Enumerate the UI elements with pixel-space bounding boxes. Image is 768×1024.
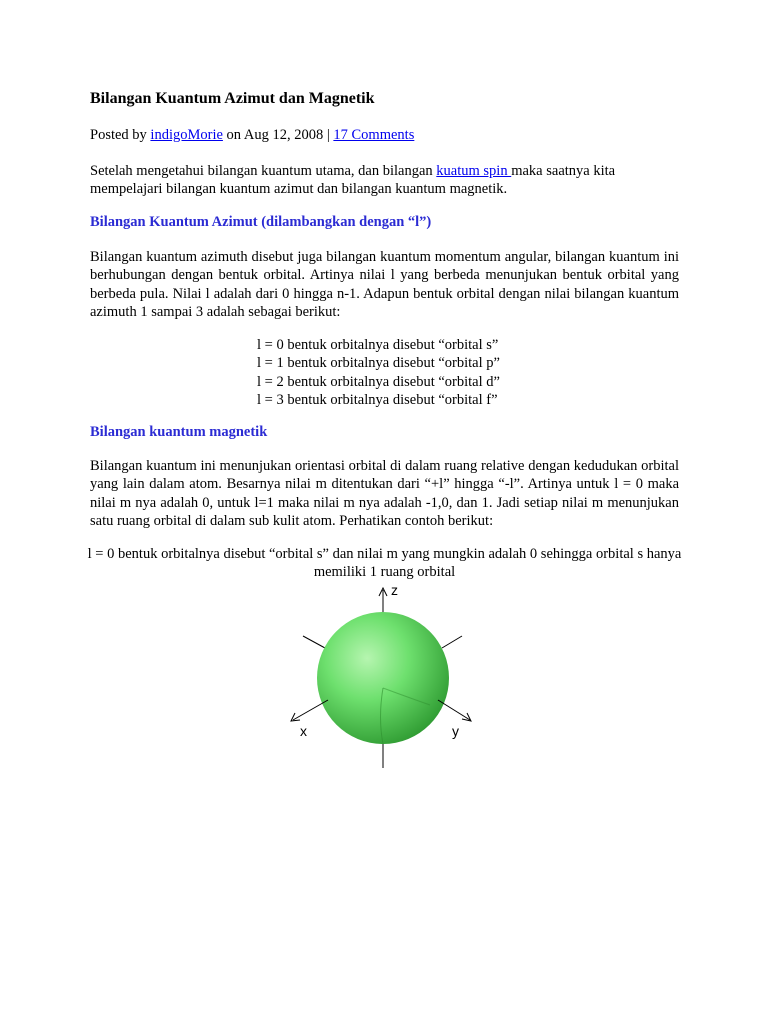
list-item: l = 2 bentuk orbitalnya disebut “orbital d” (257, 373, 500, 390)
author-link[interactable]: indigoMorie (150, 127, 223, 143)
list-item: l = 0 bentuk orbitalnya disebut “orbital s” (257, 337, 499, 353)
post-date: on Aug 12, 2008 | (222, 127, 334, 143)
diagonal-axis-upper-left (303, 636, 325, 648)
intro-text-before: Setelah mengetahui bilangan kuantum utama, dan bilangan (90, 163, 437, 179)
article-title: Bilangan Kuantum Azimut dan Magnetik (90, 90, 375, 107)
intro-text-after: maka saatnya kita mempelajari bilangan kuantum azimut dan bilangan kuantum magnetik. (90, 163, 616, 197)
list-item: l = 3 bentuk orbitalnya disebut “orbital f” (257, 391, 498, 408)
magnetik-paragraph: Bilangan kuantum ini menunjukan orientasi orbital di dalam ruang relative dengan kedudukan orbital yang lain dalam atom. Besarnya nilai m ditentukan dari “+l” hingga “-l”. Artinya untuk l = 0 maka nilai m nya adalah 0, untuk l=1 maka nilai m nya adalah -1,0, dan 1. Jadi setiap nilai m menunjukan satu ruang orbital di dalam sub kulit atom. Perhatikan contoh berikut: (90, 458, 679, 529)
post-byline (90, 127, 414, 144)
section-heading-magnetik: Bilangan kuantum magnetik (90, 424, 268, 440)
list-item: l = 1 bentuk orbitalnya disebut “orbital p” (257, 355, 500, 372)
figure-caption: l = 0 bentuk orbitalnya disebut “orbital s” dan nilai m yang mungkin adalah 0 sehingga orbital s hanya memiliki 1 ruang orbital (87, 546, 682, 581)
byline-prefix: Posted by (90, 127, 151, 143)
orbital-shape-list (257, 336, 500, 409)
section-heading-azimut: Bilangan Kuantum Azimut (dilambangkan dengan “l”) (90, 214, 432, 230)
azimut-paragraph: Bilangan kuantum azimuth disebut juga bilangan kuantum momentum angular, bilangan kuantum ini berhubungan dengan bentuk orbital. Artinya nilai l yang berbeda menunjukan bentuk orbital yang berbeda pula. Nilai l adalah dari 0 hingga n-1. Adapun bentuk orbital dengan nilai bilangan kuantum azimuth 1 sampai 3 adalah sebagai berikut: (90, 249, 679, 320)
s-orbital-diagram (270, 578, 500, 778)
z-axis-label: z (391, 582, 398, 598)
x-axis-line (293, 700, 328, 720)
s-orbital-sphere (317, 612, 449, 744)
y-axis-label: y (452, 723, 459, 739)
kuatum-spin-link[interactable]: kuatum spin (436, 163, 512, 179)
intro-paragraph (90, 162, 679, 198)
y-axis-line (438, 700, 470, 720)
comments-link[interactable]: 17 Comments (333, 127, 415, 143)
diagonal-axis-upper-right (442, 636, 462, 648)
x-axis-label: x (300, 723, 307, 739)
